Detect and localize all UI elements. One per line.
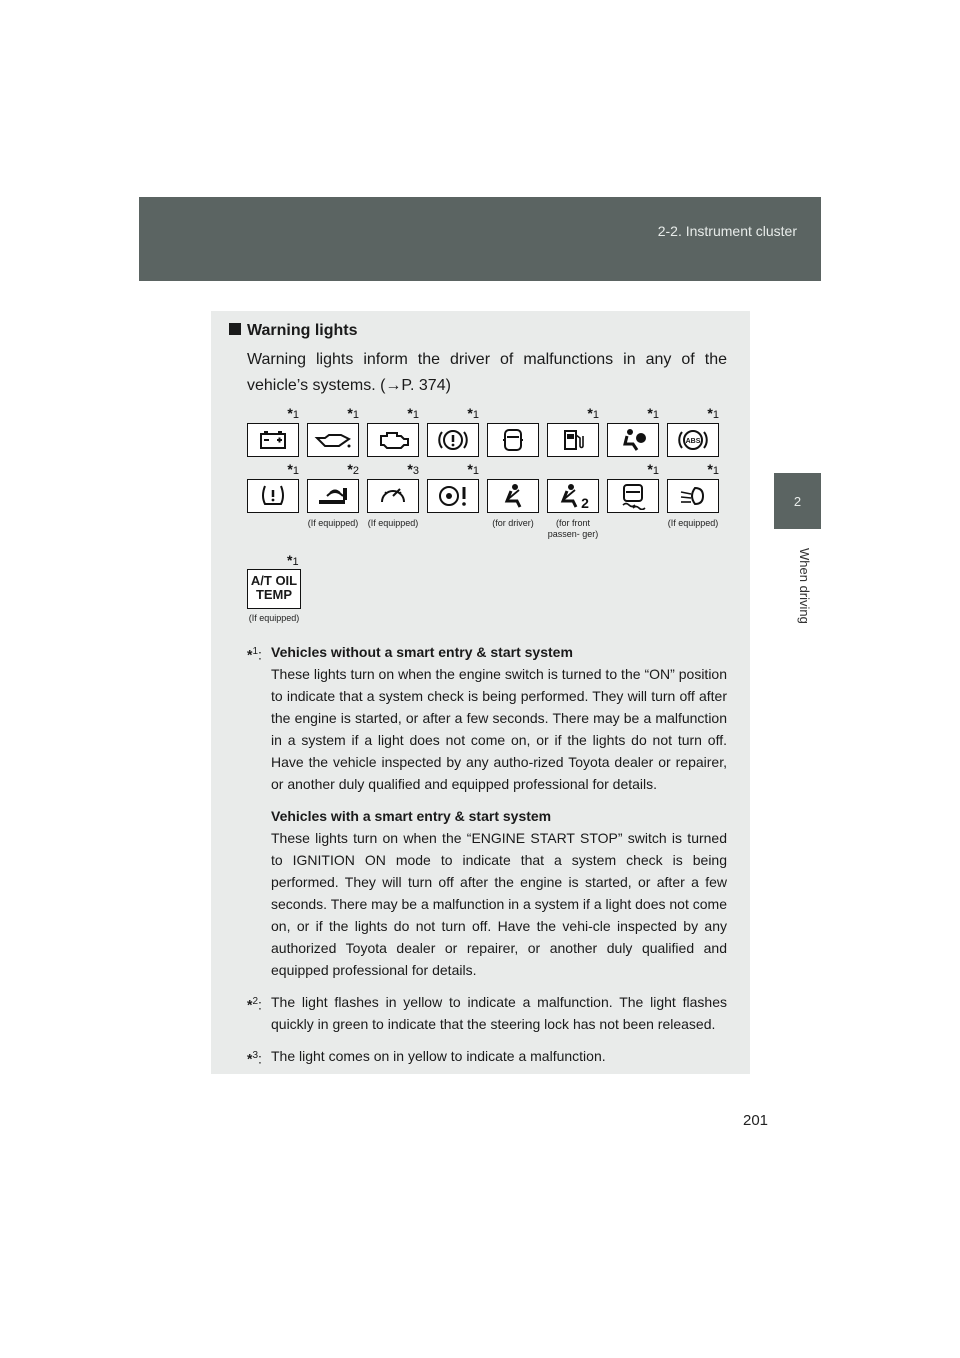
footnotes: [247, 641, 727, 1067]
steering-lock-icon: [367, 479, 419, 513]
page-number: 201: [743, 1112, 769, 1129]
footnote-1: [247, 641, 727, 981]
header-bar: [139, 197, 821, 281]
footnote-mark: *3: [407, 461, 419, 477]
footnote-text: These lights turn on when the engine switch is turned to the “ON” position to indicate that a system check is being performed. They will turn off after the engine is started, or after a few seconds. There may be a malfunction in a system if a light does not come on, or if the lights do not turn off. Have the vehicle inspected by any autho-rized Toyota dealer or repairer, or another duly qualified and equipped professional for details.: [271, 666, 727, 792]
footnote-mark: *1: [467, 461, 479, 477]
smart-key-icon: [307, 479, 359, 513]
footnote-subheading: Vehicles with a smart entry & start system: [271, 808, 552, 824]
footnote-3: [247, 1045, 727, 1067]
footnote-mark: *1: [287, 461, 299, 477]
at-temp-label: TEMP: [255, 587, 293, 602]
at-oil-label: A/T OIL: [250, 573, 298, 588]
low-fuel-icon: [547, 423, 599, 457]
square-bullet-icon: [229, 323, 241, 335]
slip-indicator-icon: [607, 479, 659, 513]
seatbelt-passenger-icon: [547, 479, 599, 513]
footnote-2: [247, 991, 727, 1035]
footnote-mark: *1: [647, 405, 659, 421]
tire-pressure-icon: [247, 479, 299, 513]
footnote-mark: *1: [347, 405, 359, 421]
footnote-mark: *1: [287, 405, 299, 421]
footnote-mark: *2: [347, 461, 359, 477]
srs-airbag-icon: [607, 423, 659, 457]
battery-icon: [247, 423, 299, 457]
footnote-mark: *1: [707, 461, 719, 477]
icon-caption: (If equipped): [307, 518, 359, 528]
chapter-label: When driving: [797, 548, 812, 624]
footnote-mark: *1: [407, 405, 419, 421]
headlight-level-icon: [667, 479, 719, 513]
icon-caption: (for front passen- ger): [547, 518, 599, 539]
footnote-mark: *$^1$:: [247, 646, 262, 663]
icon-caption: (If equipped): [667, 518, 719, 528]
heading-text: Warning lights: [247, 322, 358, 339]
footnote-subheading: Vehicles without a smart entry & start system: [271, 644, 573, 660]
abs-icon: [667, 423, 719, 457]
at-oil-temp-icon: [247, 569, 301, 609]
check-engine-icon: [367, 423, 419, 457]
footnote-mark: *1: [647, 461, 659, 477]
warning-lights-panel: [211, 311, 750, 1074]
footnote-mark: *$^3$:: [247, 1050, 262, 1067]
footnote-text: The light comes on in yellow to indicate a malfunction.: [271, 1048, 606, 1064]
panel-heading: [229, 322, 358, 340]
svg-text:ABS: ABS: [685, 438, 701, 445]
panel-intro: Warning lights inform the driver of malfunctions in any of the vehicle’s systems. (→P. 374): [247, 351, 727, 394]
chapter-tab: 2: [774, 473, 821, 529]
footnote-mark: *1: [707, 405, 719, 421]
power-steering-icon: [427, 479, 479, 513]
icon-caption: (If equipped): [367, 518, 419, 528]
icon-caption: (If equipped): [248, 613, 300, 623]
footnote-mark: *1: [287, 552, 299, 568]
footnote-text: These lights turn on when the “ENGINE START STOP” switch is turned to IGNITION ON mode to indicate that a system check is being performed. They will turn off after the engine is started, or after a few seconds. There may be a malfunction in a system if a light does not come on, or if the lights do not turn off. Have the vehi-cle inspected by any authorized Toyota dealer or repairer, or another duly qualified and equipped professional for details.: [271, 830, 727, 978]
footnote-text: The light flashes in yellow to indicate a malfunction. The light flashes quickly in green to indicate that the steering lock has not been released.: [271, 994, 727, 1032]
seatbelt-driver-icon: [487, 479, 539, 513]
oil-pressure-icon: [307, 423, 359, 457]
open-door-icon: [487, 423, 539, 457]
icon-caption: (for driver): [492, 518, 534, 528]
footnote-mark: *$^2$:: [247, 996, 262, 1013]
footnote-mark: *1: [467, 405, 479, 421]
section-title: 2-2. Instrument cluster: [657, 223, 797, 239]
brake-warning-icon: [427, 423, 479, 457]
svg-text:2: 2: [581, 495, 589, 510]
footnote-mark: *1: [587, 405, 599, 421]
